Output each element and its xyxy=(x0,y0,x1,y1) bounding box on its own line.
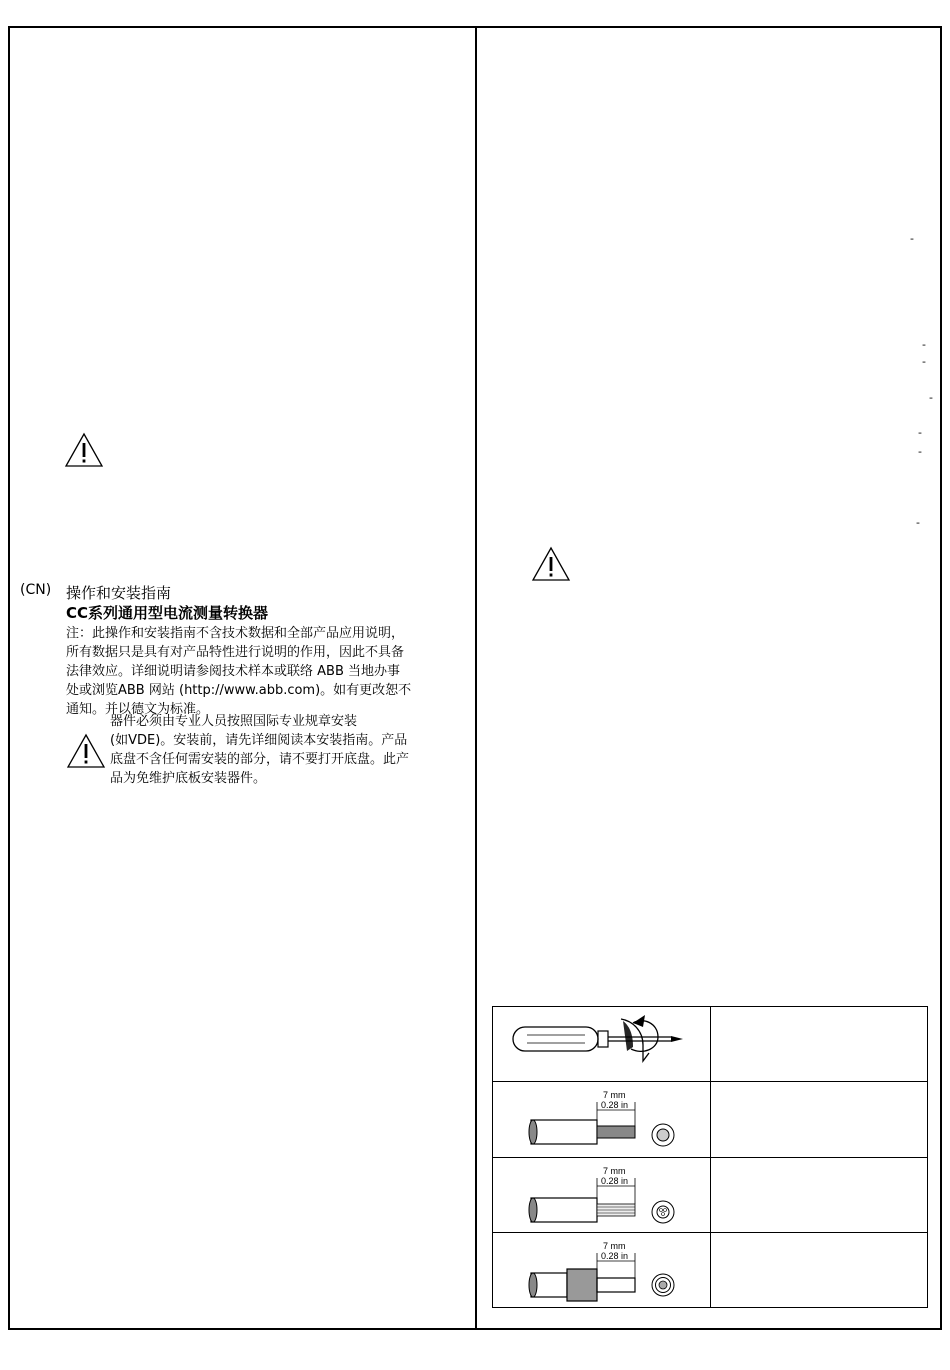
dash-mark: - xyxy=(910,232,914,245)
dash-mark: - xyxy=(918,426,922,439)
note-line: 通知。并以德文为标准。 xyxy=(66,702,210,717)
note-line: 注：此操作和安装指南不含技术数据和全部产品应用说明， xyxy=(66,626,405,641)
screwdriver-icon xyxy=(493,1007,710,1081)
wiring-table xyxy=(492,1006,928,1308)
ferrule-wire-icon xyxy=(493,1233,710,1307)
section-heading: 操作和安装指南 xyxy=(66,584,172,602)
language-tag: (CN) xyxy=(20,582,52,598)
solid-wire-icon xyxy=(493,1082,710,1157)
warning-triangle-icon xyxy=(64,432,104,468)
safety-warning xyxy=(110,712,455,788)
note-line: 所有数据只是具有对产品特性进行说明的作用，因此不具备 xyxy=(66,645,405,660)
note-line: 处或浏览ABB 网站 (http://www.abb.com)。如有更改恕不 xyxy=(66,683,412,698)
dash-mark: - xyxy=(922,355,926,368)
warning-line: 器件必须由专业人员按照国际专业规章安装 xyxy=(110,714,358,729)
warning-line: 品为免维护底板安装器件。 xyxy=(110,771,267,786)
stranded-wire-icon xyxy=(493,1158,710,1232)
note-line: 法律效应。详细说明请参阅技术样本或联络 ABB 当地办事 xyxy=(66,664,400,679)
column-divider xyxy=(475,26,477,1330)
length-in-label: 0.28 in xyxy=(601,1100,629,1110)
length-mm-label: 7 mm xyxy=(603,1241,626,1251)
warning-line: 底盘不含任何需安装的部分，请不要打开底盘。此产 xyxy=(110,752,410,767)
length-mm-label: 7 mm xyxy=(603,1166,626,1176)
dash-mark: - xyxy=(918,445,922,458)
dash-mark: - xyxy=(916,516,920,529)
dash-mark: - xyxy=(929,391,933,404)
length-in-label: 0.28 in xyxy=(601,1176,629,1186)
dash-mark: - xyxy=(922,338,926,351)
length-mm-label: 7 mm xyxy=(603,1090,626,1100)
length-in-label: 0.28 in xyxy=(601,1251,629,1261)
product-title: CC系列通用型电流测量转换器 xyxy=(66,604,269,622)
warning-triangle-icon xyxy=(531,546,571,582)
disclaimer-note xyxy=(66,624,456,719)
warning-triangle-icon xyxy=(66,733,106,769)
warning-line: (如VDE)。安装前，请先详细阅读本安装指南。产品 xyxy=(110,733,408,748)
